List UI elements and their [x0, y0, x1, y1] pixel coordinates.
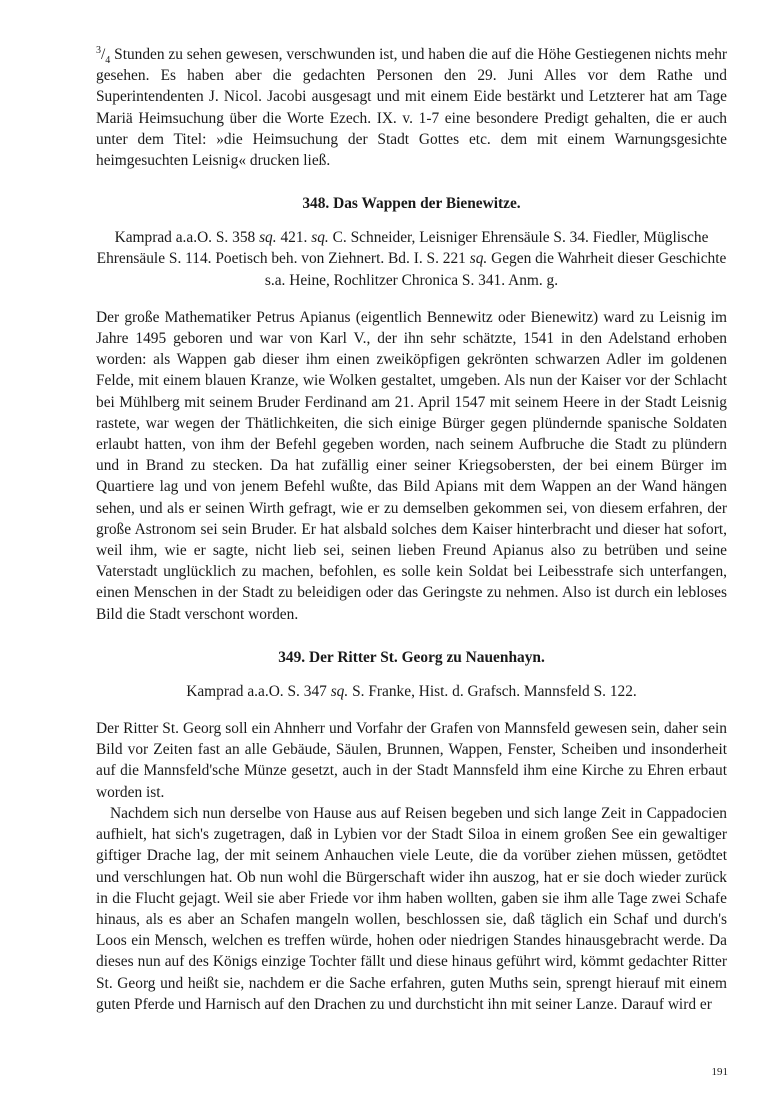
section-349-body-1: Der Ritter St. Georg soll ein Ahnherr und Vorfahr der Grafen von Mannsfeld gewesen sein, daher sein Bild vor Zeiten fast an alle Gebäude, Säulen, Brunnen, Wappen, Fenster, Scheiben und insonderheit auf die Mannsfeld'sche Münze gesetzt, auch in der Stadt Mannsfeld ihm eine Kirche zu Ehren erbaut worden ist.: [96, 720, 727, 801]
section-348-heading: 348. Das Wappen der Bienewitze.: [302, 195, 521, 213]
page-number: 191: [711, 1066, 728, 1078]
fraction-denominator: 4: [105, 55, 111, 67]
section-349-body-2: Nachdem sich nun derselbe von Hause aus auf Reisen begeben und sich lange Zeit in Cappadocien aufhielt, hat sich's zugetragen, daß in Lybien vor der Stadt Siloa in einem großen See ein gewaltiger giftiger Drache lag, der mit seinem Anhauchen viele Leute, die da vorüber ziehen müssen, getödtet und verschlungen hat. Ob nun wohl die Bürgerschaft wider ihn auszog, hat er sie doch wieder zurück in die Flucht gejagt. Weil sie aber Friede vor ihm haben wollten, gaben sie ihm alle Tage zwei Schafe hinaus, als es aber an Schafen mangeln wollen, beschlossen sie, daß täglich ein Schaf und durch's Loos ein Mensch, welchen es treffen würde, hohen oder niedrigen Standes hinausgebracht werde. Da dieses nun auf des Königs einzige Tochter fällt und diese hinaus geführt wird, kömmt gedachter Ritter St. Georg und heißt sie, nachdem er die Sache erfahren, guten Muths sein, sprengt hierauf mit einem guten Pferde und Harnisch auf den Drachen zu und durchsticht ihn mit seiner Lanze. Darauf wird er: [96, 804, 727, 1013]
section-348-source: Kamprad a.a.O. S. 358 sq. 421. sq. C. Schneider, Leisniger Ehrensäule S. 34. Fiedler, Müglische Ehrensäule S. 114. Poetisch beh. von Ziehnert. Bd. I. S. 221 sq. Gegen die Wahrheit dieser Geschichte s.a. Heine, Rochlitzer Chronica S. 341. Anm. g.: [96, 229, 727, 289]
page-content: [96, 44, 727, 1015]
intro-text: Stunden zu sehen gewesen, verschwunden ist, und haben die auf die Höhe Gestiegenen nichts mehr gesehen. Es haben aber die gedachten Personen den 29. Juni Alles vor dem Rathe und Superintendenten J. Nicol. Jacobi ausgesagt und mit einem Eide bestärkt und Letzterer hat am Tage Mariä Heimsuchung über die Worte Ezech. IX. v. 1-7 eine besondere Predigt gehalten, die er auch unter dem Titel: »die Heimsuchung der Stadt Gottes etc. dem mit einem Warnungsgesichte heimgesuchten Leisnig« drucken ließ.: [96, 46, 728, 170]
section-349-source: Kamprad a.a.O. S. 347 sq. S. Franke, Hist. d. Grafsch. Mannsfeld S. 122.: [186, 682, 637, 700]
section-348-body: Der große Mathematiker Petrus Apianus (eigentlich Bennewitz oder Bienewitz) ward zu Leisnig im Jahre 1495 geboren und war von Karl V., der ihn sehr schätzte, 1541 in den Adelstand erhoben worden: als Wappen gab dieser ihm einen zweiköpfigen gekrönten schwarzen Adler im goldenen Felde, mit einem blauen Kranze, wie Wolken gestaltet, umgeben. Als nun der Kaiser vor der Schlacht bei Mühlberg mit seinem Bruder Ferdinand am 21. April 1547 mit seinem Heere in der Stadt Leisnig rastete, war wegen der Thätlichkeiten, die sich einige Bürger gegen plündernde spanische Soldaten erlaubt hatten, von ihm der Befehl gegeben worden, nach seinem Aufbruche die Stadt zu plündern und in Brand zu stecken. Da hat zufällig einer seiner Kriegsobersten, der bei einem Bürger im Quartiere lag und von jenem Befehl wußte, das Bild Apians mit dem Wappen an der Wand hängen sehen, und als er seinen Wirth gefragt, wie er zu demselben gekommen sei, von diesem erfahren, der große Astronom sei sein Bruder. Er hat alsbald solches dem Kaiser hinterbracht und dieser hat sofort, weil ihm, wie er sagte, nicht lieb sei, seinen lieben Freund Apianus also zu betrüben und seine Vaterstadt unglücklich zu machen, befohlen, es solle kein Soldat bei Leibesstrafe sich unterfangen, einen Menschen in der Stadt zu beleidigen oder das Geringste zu nehmen. Also ist durch ein lebloses Bild die Stadt verschont worden.: [96, 308, 727, 623]
fraction-numerator: 3: [96, 44, 101, 56]
section-349-heading: 349. Der Ritter St. Georg zu Nauenhayn.: [278, 648, 545, 666]
intro-paragraph: $^3/_4$ Stunden zu sehen gewesen, verschwunden ist, und haben die auf die Höhe Gestiegenen nichts mehr gesehen. Es haben aber die gedachten Personen den 29. Juni Alles vor dem Rathe und Superintendenten J. Nicol. Jacobi ausgesagt und mit einem Eide bestärkt und Letzterer hat am Tage Mariä Heimsuchung über die Worte Ezech. IX. v. 1-7 eine besondere Predigt gehalten, die er auch unter dem Titel: »die Heimsuchung der Stadt Gottes etc. dem mit einem Warnungsgesichte heimgesuchten Leisnig« drucken ließ.: [96, 44, 728, 170]
